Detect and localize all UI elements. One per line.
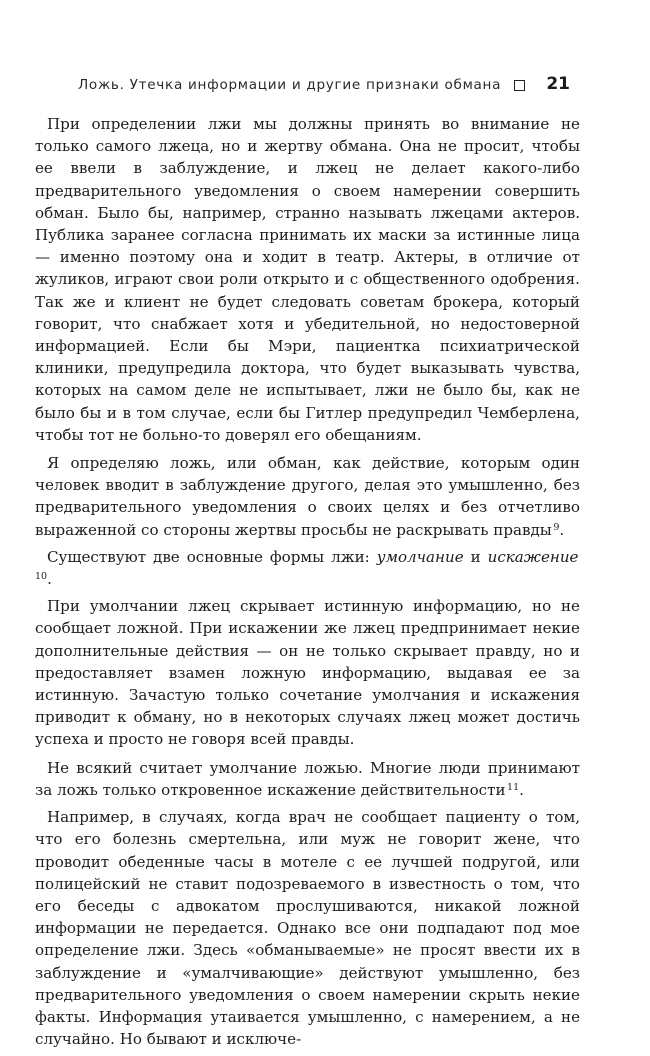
paragraph-two-forms — [35, 546, 580, 590]
header-square-marker — [514, 80, 525, 91]
running-title: Ложь. Утечка информации и другие признаки обмана — [78, 77, 502, 93]
page-number: 21 — [546, 74, 570, 94]
paragraph-lie-definition — [35, 452, 580, 541]
paragraph-concealment-vs-falsification — [35, 595, 580, 750]
paragraph-text: Например, в случаях, когда врач не сообщает пациенту о том, что его болезнь смертельна, или муж не говорит жене, что проводит обеденные часы в мотеле с ее лучшей подругой, или полицейский не ставит подозреваемого в известность о том, что его беседы с адвокатом прослушиваются, никакой ложной информации не передается. Однако все они подпадают под мое определение лжи. Здесь «обманываемые» не просят ввести их в заблуждение и «умалчивающие» действуют умышленно, без предварительного уведомления о своем намерении скрыть некие факты. Информация утаивается умышленно, с намерением, а не случайно. Но бывают и исключе- — [35, 808, 580, 1049]
body-text — [35, 113, 580, 1056]
paragraph-not-everyone — [35, 757, 580, 801]
paragraph-tail: . — [47, 570, 52, 589]
paragraph-tail: . — [559, 520, 565, 539]
paragraph-text: Не всякий считает умолчание ложью. Многие люди принимают за ложь только откровенное искажение действительности — [35, 758, 580, 799]
paragraph-text: При умолчании лжец скрывает истинную информацию, но не сообщает ложной. При искажении же лжец предпринимает некие дополнительные действия — он не только скрывает правду, но и предоставляет взамен ложную информацию, выдавая ее за истинную. Зачастую только сочетание умолчания и искажения приводит к обману, но в некоторых случаях лжец может достичь успеха и просто не говоря всей правды. — [35, 597, 580, 749]
running-header — [78, 74, 570, 100]
paragraph-text-middle: и — [463, 547, 488, 566]
paragraph-text: Я определяю ложь, или обман, как действие, которым один человек вводит в заблуждение другого, делая это умышленно, без предварительного уведомления о своих целях и без отчетливо выраженной со стороны жертвы просьбы не раскрывать правды — [35, 454, 580, 539]
footnote-ref-11: 11 — [507, 781, 520, 793]
footnote-ref-10: 10 — [35, 571, 48, 583]
paragraph-tail: . — [519, 780, 524, 799]
paragraph-text: При определении лжи мы должны принять во внимание не только самого лжеца, но и жертву обмана. Она не просит, чтобы ее ввели в заблуждение, и лжец не делает какого-либо предварительного уведомления о своем намерении совершить обман. Было бы, например, странно называть лжецами актеров. Публика заранее согласна принимать их маски за истинные лица — именно поэтому она и ходит в театр. Актеры, в отличие от жуликов, играют свои роли открыто и с общественного одобрения. Так же и клиент не будет следовать советам брокера, который говорит, что снабжает хотя и убедительной, но недостоверной информацией. Если бы Мэри, пациентка психиатрической клиники, предупредила доктора, что будет выказывать чувства, которых на самом деле не испытывает, лжи не было бы, как не было бы и в том случае, если бы Гитлер предупредил Чемберлена, чтобы тот не больно-то доверял его обещаниям. — [35, 115, 580, 444]
term-concealment: умолчание — [376, 547, 464, 566]
paragraph-examples — [35, 806, 580, 1050]
footnote-ref-9: 9 — [553, 521, 560, 533]
paragraph-text: Существуют две основные формы лжи: — [47, 547, 377, 566]
paragraph-liar-and-victim — [35, 113, 580, 446]
term-falsification: искажение — [487, 547, 579, 566]
